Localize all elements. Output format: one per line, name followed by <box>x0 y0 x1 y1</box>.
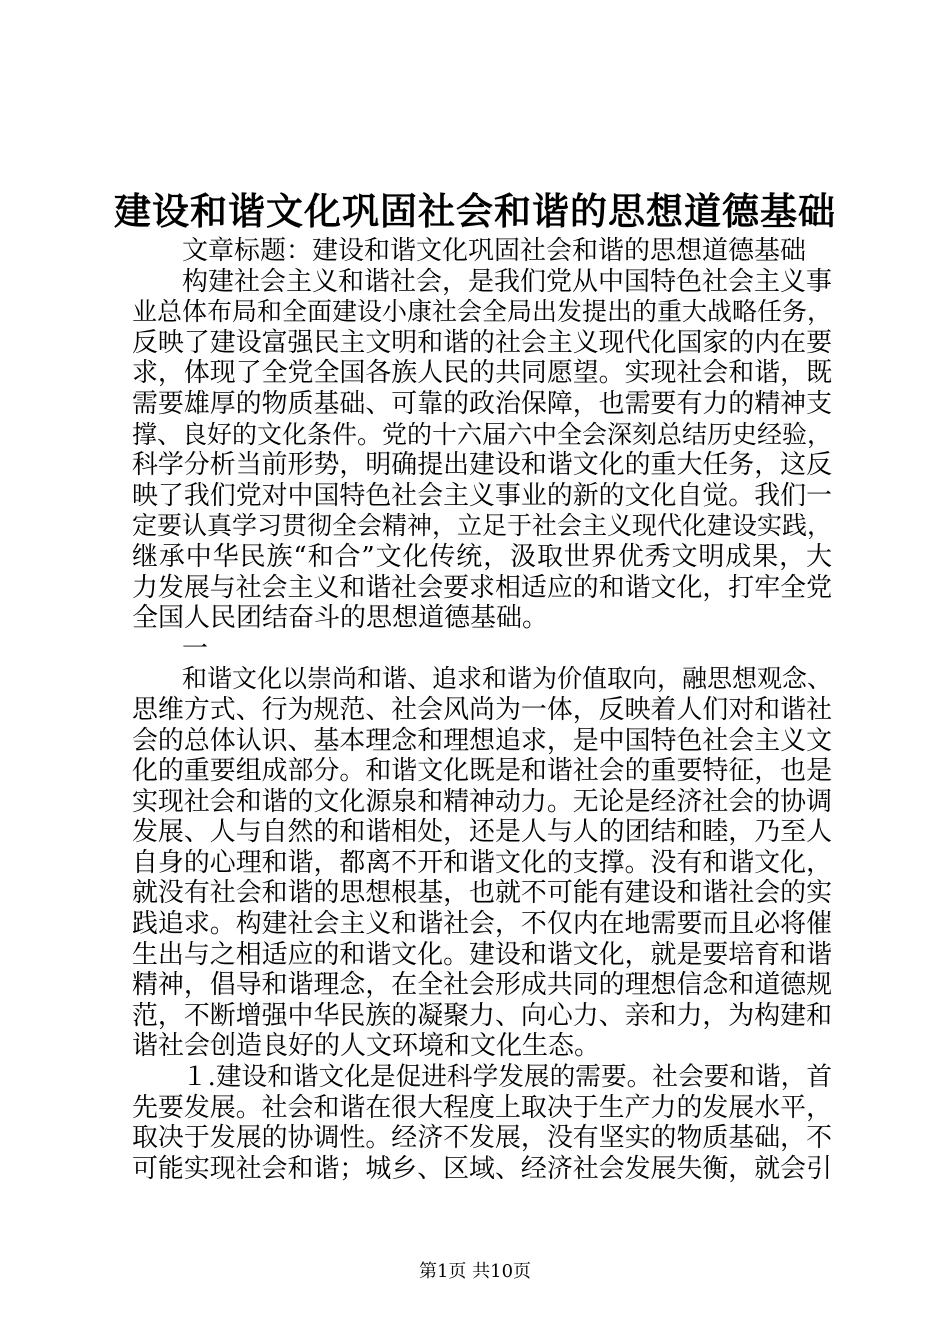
document-title: 建设和谐文化巩固社会和谐的思想道德基础 <box>114 189 836 233</box>
paragraph-line: 科学分析当前形势，明确提出建设和谐文化的重大任务，这反 <box>132 450 832 481</box>
paragraph-line: 践追求。构建社会主义和谐社会，不仅内在地需要而且必将催 <box>132 909 832 940</box>
paragraph-line: 实现社会和谐的文化源泉和精神动力。无论是经济社会的协调 <box>132 786 832 817</box>
paragraph-line: 业总体布局和全面建设小康社会全局出发提出的重大战略任务， <box>132 297 832 327</box>
document-body <box>132 236 832 1184</box>
article-title-line: 文章标题：建设和谐文化巩固社会和谐的思想道德基础 <box>182 236 807 266</box>
paragraph-line: 映了我们党对中国特色社会主义事业的新的文化自觉。我们一 <box>132 480 832 511</box>
paragraph-line: 定要认真学习贯彻全会精神，立足于社会主义现代化建设实践， <box>132 511 832 541</box>
paragraph-line: 思维方式、行为规范、社会风尚为一体，反映着人们对和谐社 <box>132 694 832 725</box>
paragraph-line: 和谐文化以崇尚和谐、追求和谐为价值取向，融思想观念、 <box>182 664 832 694</box>
paragraph-line: 构建社会主义和谐社会，是我们党从中国特色社会主义事 <box>182 266 833 297</box>
paragraph-line: 精神，倡导和谐理念，在全社会形成共同的理想信念和道德规 <box>132 970 832 1001</box>
paragraph-line: 范，不断增强中华民族的凝聚力、向心力、亲和力，为构建和 <box>132 1000 832 1031</box>
paragraph-line: 化的重要组成部分。和谐文化既是和谐社会的重要特征，也是 <box>132 756 832 787</box>
paragraph-line: 就没有社会和谐的思想根基，也就不可能有建设和谐社会的实 <box>132 878 832 909</box>
paragraph-line: 会的总体认识、基本理念和理想追求，是中国特色社会主义文 <box>132 725 832 756</box>
paragraph-line: 继承中华民族“和合”文化传统，汲取世界优秀文明成果，大 <box>132 541 832 572</box>
paragraph-line: 求，体现了全党全国各族人民的共同愿望。实现社会和谐，既 <box>132 358 832 389</box>
paragraph-line: 撑、良好的文化条件。党的十六届六中全会深刻总结历史经验， <box>132 419 832 449</box>
paragraph-line: 自身的心理和谐，都离不开和谐文化的支撑。没有和谐文化， <box>132 847 832 878</box>
paragraph-line: 全国人民团结奋斗的思想道德基础。 <box>132 603 549 634</box>
paragraph-line: 可能实现社会和谐；城乡、区域、经济社会发展失衡，就会引 <box>132 1153 832 1184</box>
page-number: 第1页 共10页 <box>418 1261 532 1282</box>
paragraph-line: 力发展与社会主义和谐社会要求相适应的和谐文化，打牢全党 <box>132 572 832 603</box>
paragraph-line: 反映了建设富强民主文明和谐的社会主义现代化国家的内在要 <box>132 327 832 358</box>
paragraph-line: 发展、人与自然的和谐相处，还是人与人的团结和睦，乃至人 <box>132 817 832 848</box>
paragraph-line: 生出与之相适应的和谐文化。建设和谐文化，就是要培育和谐 <box>132 939 832 970</box>
paragraph-line: １.建设和谐文化是促进科学发展的需要。社会要和谐，首 <box>182 1062 832 1093</box>
paragraph-line: 先要发展。社会和谐在很大程度上取决于生产力的发展水平， <box>132 1092 832 1123</box>
section-heading: 一 <box>182 633 209 664</box>
paragraph-line: 需要雄厚的物质基础、可靠的政治保障，也需要有力的精神支 <box>132 388 832 419</box>
paragraph-line: 谐社会创造良好的人文环境和文化生态。 <box>132 1031 601 1062</box>
paragraph-line: 取决于发展的协调性。经济不发展，没有坚实的物质基础，不 <box>132 1123 832 1154</box>
